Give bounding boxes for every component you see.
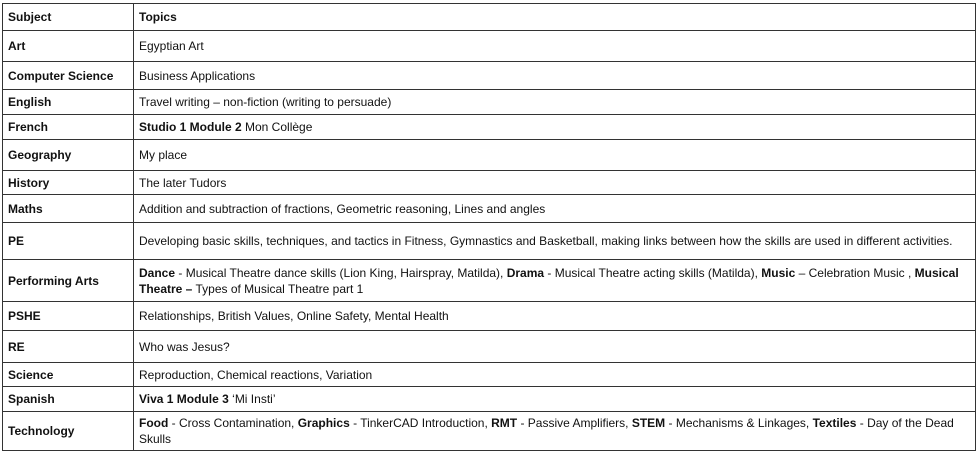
topic-bold-text: STEM xyxy=(631,416,666,430)
topic-text: - Day of the Dead Skulls xyxy=(139,416,954,446)
topic-cell: Who was Jesus? xyxy=(134,331,976,363)
table-row xyxy=(3,31,976,62)
subject-cell: PE xyxy=(3,223,134,260)
table-row xyxy=(3,140,976,171)
topic-bold-text: Music xyxy=(761,265,796,280)
subject-cell: History xyxy=(3,171,134,195)
table-header-row xyxy=(3,4,976,31)
topic-cell xyxy=(134,115,976,140)
table-row xyxy=(3,331,976,363)
subject-cell: Technology xyxy=(3,412,134,451)
topic-bold-text: Textiles xyxy=(812,416,857,430)
table-row xyxy=(3,302,976,331)
table-row xyxy=(3,62,976,90)
table-row xyxy=(3,171,976,195)
subject-cell: PSHE xyxy=(3,302,134,331)
subject-cell: Spanish xyxy=(3,387,134,412)
topic-text: - Mechanisms & Linkages, xyxy=(665,416,813,430)
table-row xyxy=(3,387,976,412)
topic-cell: Business Applications xyxy=(134,62,976,90)
topic-cell: Addition and subtraction of fractions, Geometric reasoning, Lines and angles xyxy=(134,195,976,223)
topic-bold-text: Graphics xyxy=(297,416,350,430)
topic-cell: Developing basic skills, techniques, and tactics in Fitness, Gymnastics and Basketball, making links between how the skills are used in different activities. xyxy=(134,223,976,260)
topic-text: - Cross Contamination, xyxy=(168,416,298,430)
topic-bold-text: Studio 1 Module 2 xyxy=(139,120,242,134)
subject-cell: RE xyxy=(3,331,134,363)
table-row xyxy=(3,115,976,140)
topic-text: Mon Collège xyxy=(241,120,313,134)
topics-column-header: Topics xyxy=(134,4,976,31)
subject-cell: Science xyxy=(3,363,134,387)
topic-cell: Egyptian Art xyxy=(134,31,976,62)
subject-cell: Computer Science xyxy=(3,62,134,90)
topic-cell xyxy=(134,387,976,412)
subject-cell: Art xyxy=(3,31,134,62)
topic-text: - Musical Theatre acting skills (Matilda), xyxy=(544,265,762,280)
topic-cell: Relationships, British Values, Online Safety, Mental Health xyxy=(134,302,976,331)
topic-text: ‘Mi Insti’ xyxy=(228,392,276,406)
topic-cell: Travel writing – non-fiction (writing to persuade) xyxy=(134,90,976,115)
table-row xyxy=(3,90,976,115)
topic-text: - Musical Theatre dance skills (Lion King, Hairspray, Matilda), xyxy=(175,265,507,280)
topic-text: - TinkerCAD Introduction, xyxy=(349,416,492,430)
topic-bold-text: Drama xyxy=(506,265,545,280)
table-row xyxy=(3,260,976,302)
subject-cell: English xyxy=(3,90,134,115)
subject-column-header: Subject xyxy=(3,4,134,31)
topic-bold-text: Dance xyxy=(139,265,176,280)
topic-text: – Celebration Music , xyxy=(795,265,915,280)
topic-text: Types of Musical Theatre part 1 xyxy=(192,281,364,296)
table-row xyxy=(3,412,976,451)
subject-cell: French xyxy=(3,115,134,140)
table-row xyxy=(3,223,976,260)
topic-cell: The later Tudors xyxy=(134,171,976,195)
topic-cell xyxy=(134,260,976,302)
topics-table xyxy=(2,3,976,451)
table-row xyxy=(3,363,976,387)
subject-cell: Geography xyxy=(3,140,134,171)
subject-cell: Performing Arts xyxy=(3,260,134,302)
topic-bold-text: Musical Theatre – xyxy=(139,265,959,296)
topic-cell: My place xyxy=(134,140,976,171)
topic-cell xyxy=(134,412,976,451)
table-row xyxy=(3,195,976,223)
topic-text: - Passive Amplifiers, xyxy=(517,416,632,430)
topic-bold-text: Food xyxy=(139,416,169,430)
topic-cell: Reproduction, Chemical reactions, Variation xyxy=(134,363,976,387)
subject-cell: Maths xyxy=(3,195,134,223)
topic-bold-text: RMT xyxy=(491,416,518,430)
topic-bold-text: Viva 1 Module 3 xyxy=(139,392,229,406)
